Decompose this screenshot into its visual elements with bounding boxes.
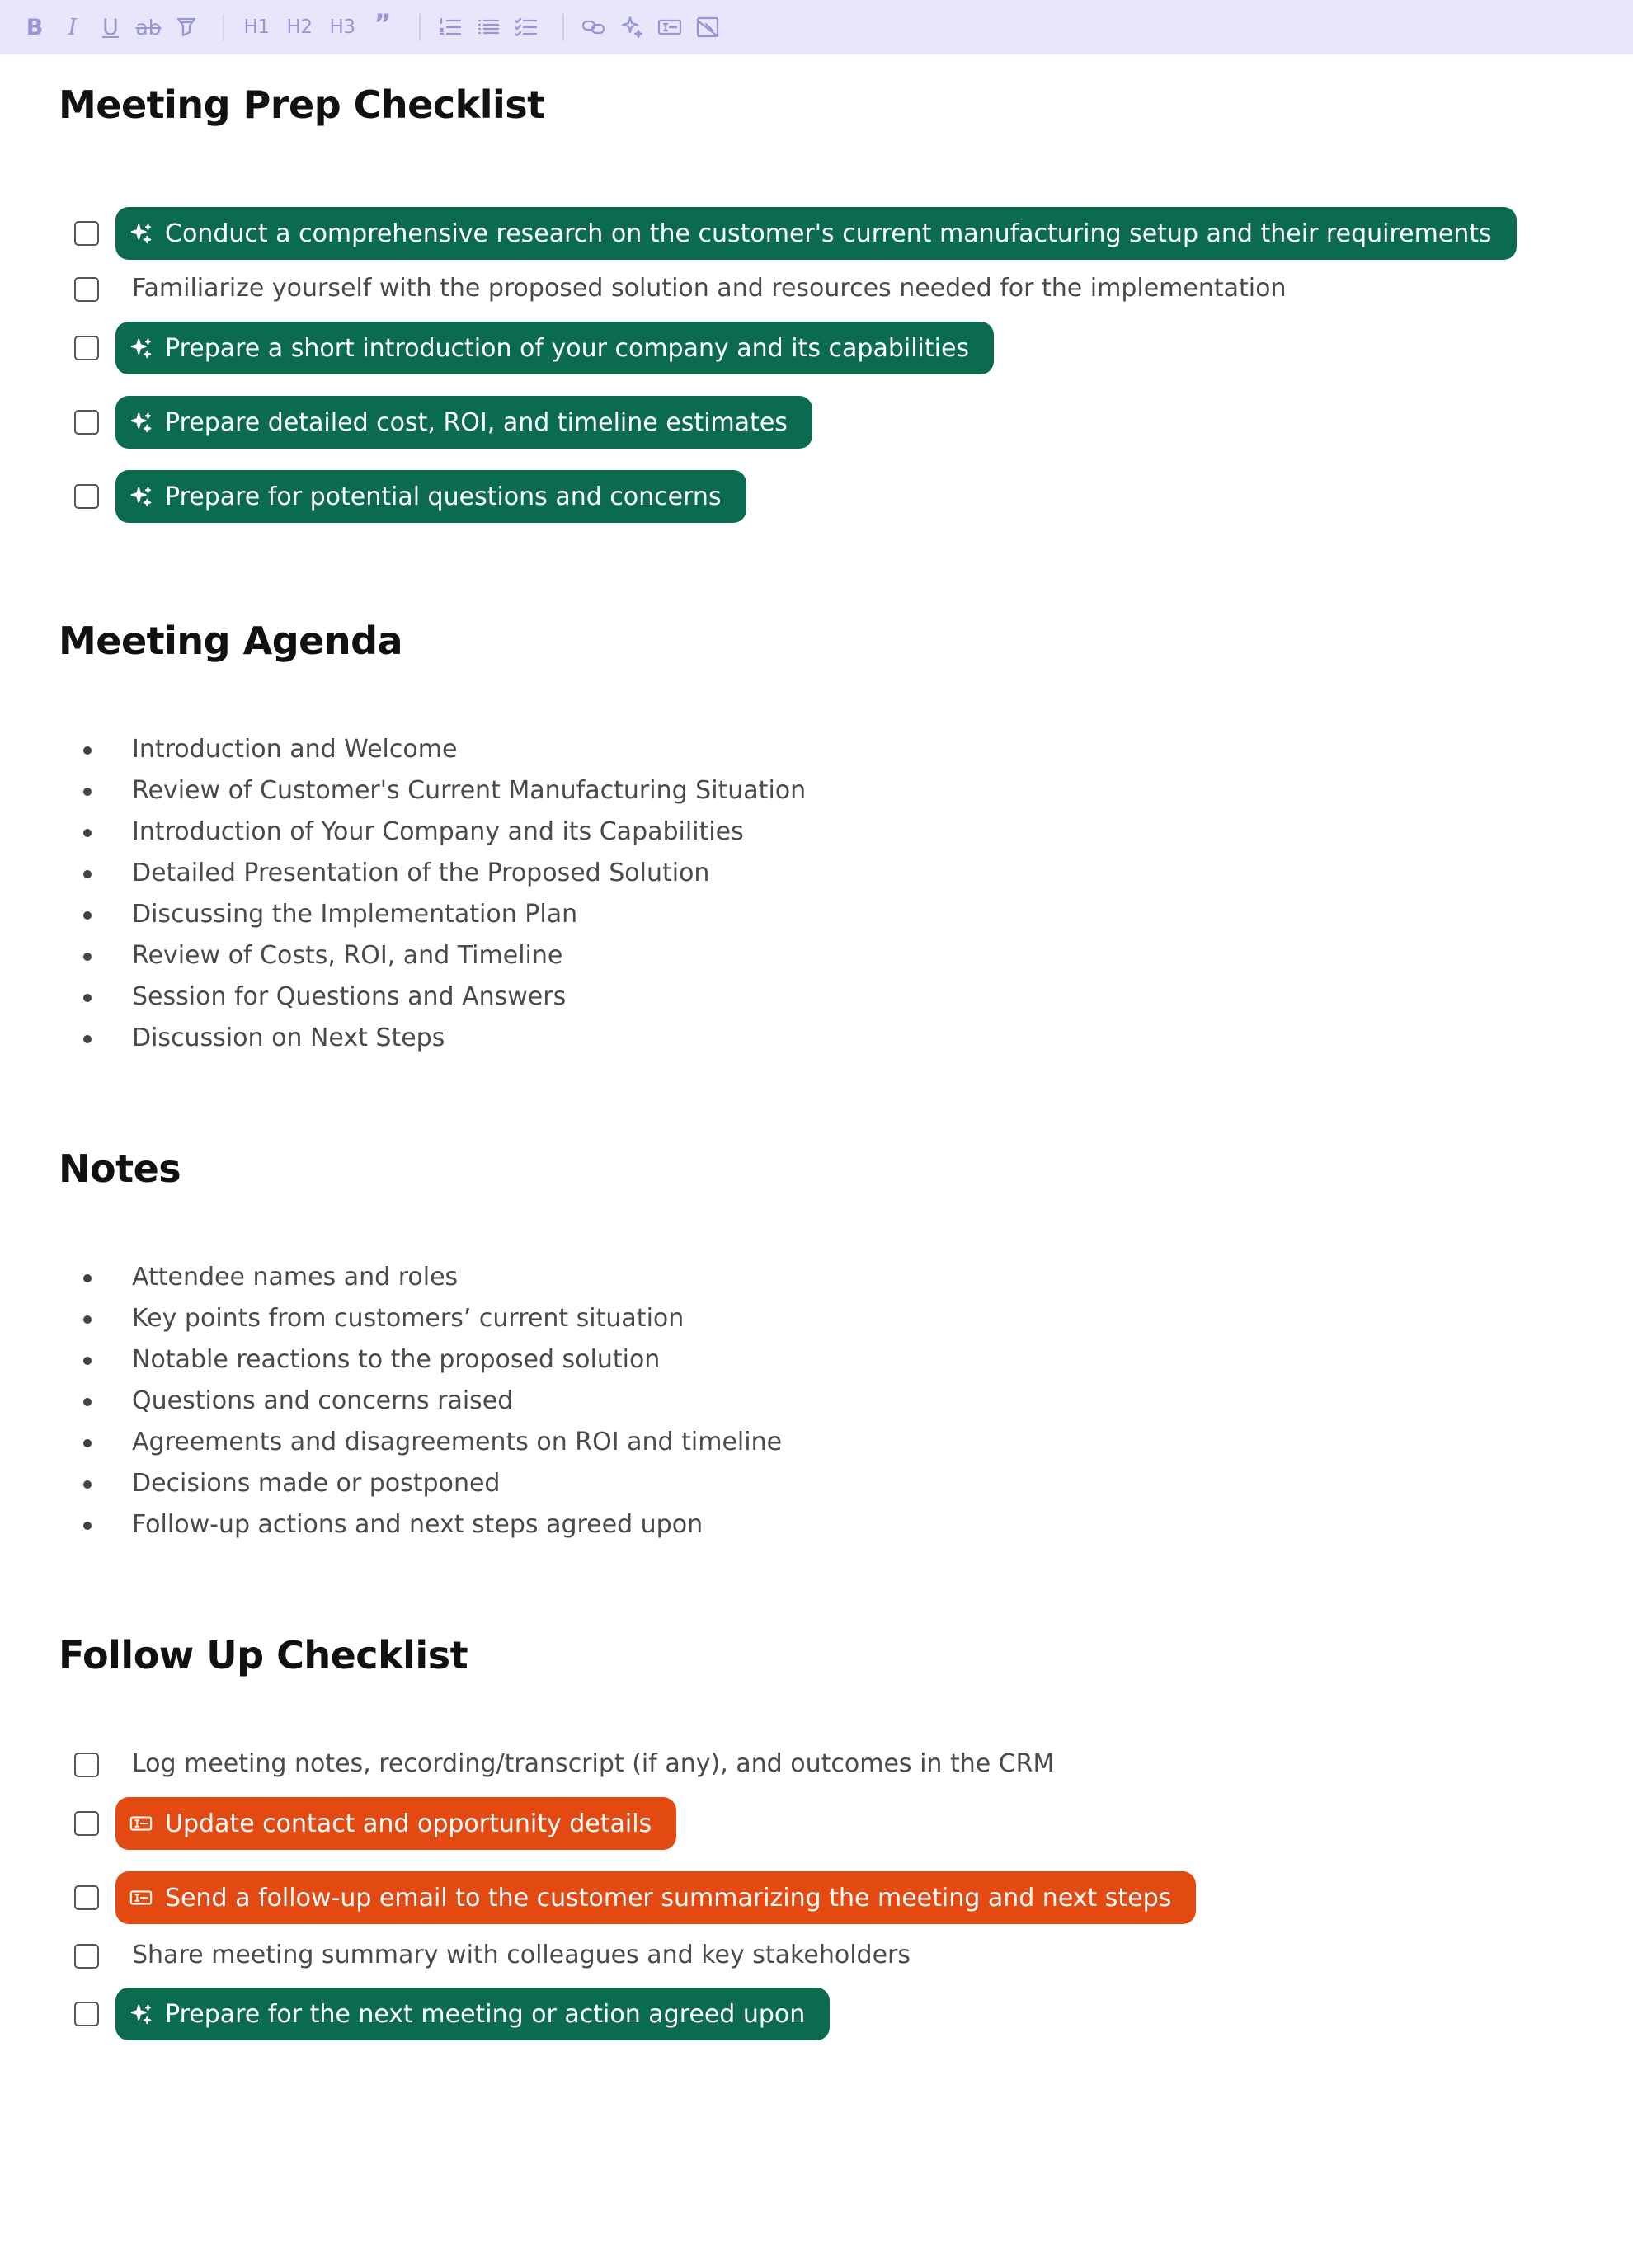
image-icon bbox=[694, 14, 721, 40]
task-text: Send a follow-up email to the customer summarizing the meeting and next steps bbox=[165, 1883, 1172, 1913]
task-checkbox[interactable] bbox=[74, 1944, 99, 1969]
list-item-text: Key points from customers’ current situation bbox=[132, 1304, 685, 1333]
list-item bbox=[0, 730, 1633, 771]
heading-1-button[interactable] bbox=[238, 11, 275, 44]
highlight-button[interactable] bbox=[170, 11, 203, 44]
list-item-text: Attendee names and roles bbox=[132, 1263, 459, 1292]
form-input-icon bbox=[129, 1811, 153, 1836]
bullet-dot bbox=[83, 746, 92, 755]
heading-2-label: H2 bbox=[286, 16, 313, 38]
list-item-text: Decisions made or postponed bbox=[132, 1469, 501, 1498]
list-item-text: Introduction and Welcome bbox=[132, 735, 458, 764]
list-item-text: Discussing the Implementation Plan bbox=[132, 900, 578, 929]
checklist-item bbox=[0, 321, 1633, 375]
checklist-item bbox=[0, 1870, 1633, 1925]
strikethrough-button[interactable] bbox=[132, 11, 165, 44]
notes-heading: Notes bbox=[59, 1146, 181, 1191]
blockquote-button[interactable] bbox=[366, 8, 399, 44]
task-checkbox[interactable] bbox=[74, 484, 99, 509]
quote-icon: ” bbox=[374, 8, 392, 40]
list-item bbox=[0, 1423, 1633, 1464]
list-item-text: Agreements and disagreements on ROI and timeline bbox=[132, 1428, 783, 1456]
checklist-item bbox=[0, 1738, 1633, 1792]
sparkle-icon bbox=[129, 336, 153, 360]
bullet-dot bbox=[83, 829, 92, 837]
form-input-icon bbox=[656, 14, 683, 40]
checklist-item bbox=[0, 1796, 1633, 1851]
sparkle-icon bbox=[129, 2002, 153, 2026]
list-item-text: Discussion on Next Steps bbox=[132, 1023, 445, 1052]
link-button[interactable] bbox=[577, 11, 610, 44]
task-list-icon bbox=[513, 14, 539, 40]
list-item bbox=[0, 1464, 1633, 1505]
ai-assist-button[interactable] bbox=[615, 11, 648, 44]
list-item-text: Introduction of Your Company and its Capabilities bbox=[132, 817, 744, 846]
task-text: Prepare for the next meeting or action agreed upon bbox=[165, 1999, 806, 2029]
link-icon bbox=[581, 14, 607, 40]
bullet-dot bbox=[83, 953, 92, 961]
checklist-item bbox=[0, 1929, 1633, 1983]
ai-task-pill[interactable] bbox=[115, 322, 994, 374]
action-task-pill[interactable] bbox=[115, 1871, 1196, 1924]
bullet-dot bbox=[83, 1522, 92, 1530]
bold-label: B bbox=[26, 14, 44, 40]
task-text: Prepare for potential questions and concerns bbox=[165, 482, 722, 511]
list-item bbox=[0, 1381, 1633, 1423]
sparkle-icon bbox=[129, 484, 153, 509]
agenda-heading: Meeting Agenda bbox=[59, 619, 403, 663]
action-task-pill[interactable] bbox=[115, 1797, 676, 1850]
task-checkbox[interactable] bbox=[74, 2002, 99, 2026]
bullet-dot bbox=[83, 1315, 92, 1324]
bullet-dot bbox=[83, 911, 92, 920]
task-text[interactable]: Share meeting summary with colleagues and key stakeholders bbox=[132, 1941, 911, 1969]
task-checkbox[interactable] bbox=[74, 221, 99, 246]
bullet-dot bbox=[83, 1480, 92, 1489]
bullet-dot bbox=[83, 788, 92, 796]
checklist-item bbox=[0, 469, 1633, 524]
heading-3-button[interactable] bbox=[323, 11, 361, 44]
bullet-dot bbox=[83, 994, 92, 1002]
ai-task-pill[interactable] bbox=[115, 1988, 830, 2040]
toolbar-divider bbox=[562, 14, 564, 40]
list-item bbox=[0, 771, 1633, 812]
task-text[interactable]: Log meeting notes, recording/transcript (if any), and outcomes in the CRM bbox=[132, 1749, 1055, 1778]
list-item-text: Follow-up actions and next steps agreed upon bbox=[132, 1510, 704, 1539]
ai-task-pill[interactable] bbox=[115, 207, 1517, 260]
ai-task-pill[interactable] bbox=[115, 396, 812, 449]
task-text: Prepare detailed cost, ROI, and timeline estimates bbox=[165, 407, 788, 437]
bullet-dot bbox=[83, 1357, 92, 1365]
list-item bbox=[0, 1299, 1633, 1340]
list-item-text: Session for Questions and Answers bbox=[132, 982, 567, 1011]
task-checkbox[interactable] bbox=[74, 1885, 99, 1910]
task-text: Update contact and opportunity details bbox=[165, 1809, 652, 1838]
list-item bbox=[0, 1019, 1633, 1060]
list-item bbox=[0, 1340, 1633, 1381]
task-checkbox[interactable] bbox=[74, 1753, 99, 1777]
highlighter-icon bbox=[173, 14, 200, 40]
sparkle-icon bbox=[129, 410, 153, 435]
list-item bbox=[0, 977, 1633, 1019]
editor-toolbar bbox=[0, 0, 1633, 54]
list-item bbox=[0, 936, 1633, 977]
sparkle-icon bbox=[129, 221, 153, 246]
task-checkbox[interactable] bbox=[74, 277, 99, 302]
bullet-dot bbox=[83, 1035, 92, 1043]
list-item-text: Review of Customer's Current Manufacturing Situation bbox=[132, 776, 807, 805]
task-checkbox[interactable] bbox=[74, 1811, 99, 1836]
bullet-dot bbox=[83, 870, 92, 878]
ai-task-pill[interactable] bbox=[115, 470, 746, 523]
underline-label: U bbox=[102, 14, 119, 40]
form-input-icon bbox=[129, 1885, 153, 1910]
ordered-list-icon bbox=[437, 14, 464, 40]
form-field-button[interactable] bbox=[653, 11, 686, 44]
task-checkbox[interactable] bbox=[74, 410, 99, 435]
underline-button[interactable] bbox=[94, 11, 127, 44]
bullet-list-icon bbox=[475, 14, 501, 40]
toolbar-divider bbox=[419, 14, 421, 40]
heading-3-label: H3 bbox=[329, 16, 355, 38]
list-item bbox=[0, 812, 1633, 854]
list-item-text: Questions and concerns raised bbox=[132, 1386, 514, 1415]
bullet-dot bbox=[83, 1398, 92, 1406]
list-item bbox=[0, 895, 1633, 936]
list-item bbox=[0, 854, 1633, 895]
task-text: Prepare a short introduction of your company and its capabilities bbox=[165, 333, 970, 363]
ordered-list-button[interactable] bbox=[434, 11, 467, 44]
image-button[interactable] bbox=[691, 11, 724, 44]
list-item-text: Detailed Presentation of the Proposed Solution bbox=[132, 859, 710, 887]
heading-1-label: H1 bbox=[243, 16, 270, 38]
bullet-dot bbox=[83, 1439, 92, 1447]
checklist-item bbox=[0, 262, 1633, 317]
checklist-item bbox=[0, 206, 1633, 261]
task-text[interactable]: Familiarize yourself with the proposed solution and resources needed for the implementation bbox=[132, 274, 1287, 303]
sparkle-icon bbox=[619, 14, 645, 40]
prep-checklist-heading: Meeting Prep Checklist bbox=[59, 82, 545, 127]
list-item bbox=[0, 1258, 1633, 1299]
bullet-dot bbox=[83, 1274, 92, 1282]
italic-button[interactable] bbox=[56, 11, 89, 44]
list-item-text: Review of Costs, ROI, and Timeline bbox=[132, 941, 563, 970]
heading-2-button[interactable] bbox=[280, 11, 318, 44]
toolbar-divider bbox=[223, 14, 224, 40]
list-item bbox=[0, 1505, 1633, 1546]
task-text: Conduct a comprehensive research on the customer's current manufacturing setup and their requirements bbox=[165, 219, 1492, 248]
task-checkbox[interactable] bbox=[74, 336, 99, 360]
bullet-list-button[interactable] bbox=[472, 11, 505, 44]
list-item-text: Notable reactions to the proposed solution bbox=[132, 1345, 661, 1374]
bold-button[interactable] bbox=[18, 11, 51, 44]
checklist-item bbox=[0, 395, 1633, 449]
strikethrough-label: ab bbox=[135, 15, 162, 40]
checklist-item bbox=[0, 1987, 1633, 2041]
followup-checklist-heading: Follow Up Checklist bbox=[59, 1633, 468, 1677]
italic-label: I bbox=[68, 14, 78, 40]
task-list-button[interactable] bbox=[510, 11, 543, 44]
